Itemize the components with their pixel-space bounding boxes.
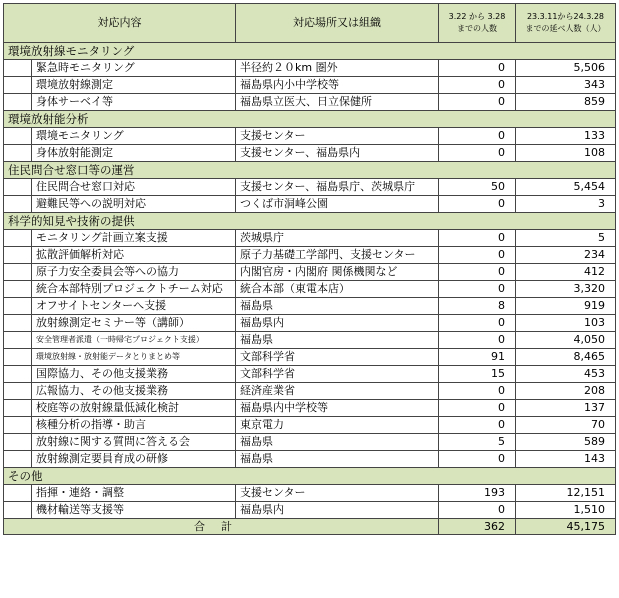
place-cell: 統合本部（東電本店） [236, 281, 439, 298]
place-cell: 福島県 [236, 434, 439, 451]
indent-cell [4, 417, 32, 434]
indent-cell [4, 502, 32, 519]
indent-cell [4, 485, 32, 502]
week-count-cell: 0 [439, 451, 516, 468]
category-title: 環境放射線モニタリング [4, 43, 616, 60]
week-count-cell: 0 [439, 332, 516, 349]
category-title: その他 [4, 468, 616, 485]
place-cell: 福島県 [236, 298, 439, 315]
content-cell: 放射線測定要員育成の研修 [32, 451, 236, 468]
place-cell: 原子力基礎工学部門、支援センター [236, 247, 439, 264]
total-count-cell: 5 [516, 230, 616, 247]
header-period2-line1: 23.3.11から24.3.28 [526, 12, 605, 21]
total-count-cell: 234 [516, 247, 616, 264]
indent-cell [4, 60, 32, 77]
total-count-cell: 1,510 [516, 502, 616, 519]
indent-cell [4, 366, 32, 383]
content-cell: 広報協力、その他支援業務 [32, 383, 236, 400]
total-count-cell: 343 [516, 77, 616, 94]
week-count-cell: 0 [439, 94, 516, 111]
total-count-cell: 859 [516, 94, 616, 111]
table-row [4, 315, 616, 332]
indent-cell [4, 434, 32, 451]
table-row [4, 366, 616, 383]
place-cell: 半径約２０km 圏外 [236, 60, 439, 77]
total-count-cell: 5,506 [516, 60, 616, 77]
total-count-cell: 137 [516, 400, 616, 417]
content-cell: 国際協力、その他支援業務 [32, 366, 236, 383]
week-count-cell: 15 [439, 366, 516, 383]
week-count-cell: 0 [439, 60, 516, 77]
place-cell: 支援センター [236, 128, 439, 145]
total-count-cell: 12,151 [516, 485, 616, 502]
week-count-cell: 0 [439, 128, 516, 145]
total-count-cell: 589 [516, 434, 616, 451]
indent-cell [4, 145, 32, 162]
indent-cell [4, 179, 32, 196]
total-count-cell: 3 [516, 196, 616, 213]
indent-cell [4, 77, 32, 94]
content-cell: 指揮・連絡・調整 [32, 485, 236, 502]
total-cumulative: 45,175 [516, 519, 616, 535]
place-cell: 文部科学省 [236, 349, 439, 366]
place-cell: 内閣官房・内閣府 関係機関など [236, 264, 439, 281]
table-row [4, 264, 616, 281]
total-count-cell: 919 [516, 298, 616, 315]
week-count-cell: 0 [439, 264, 516, 281]
content-cell: 放射線測定セミナー等（講師） [32, 315, 236, 332]
header-period1-line2: までの人数 [457, 24, 497, 33]
content-cell: 避難民等への説明対応 [32, 196, 236, 213]
week-count-cell: 0 [439, 230, 516, 247]
place-cell: 経済産業省 [236, 383, 439, 400]
header-place: 対応場所又は組織 [236, 4, 439, 43]
total-count-cell: 8,465 [516, 349, 616, 366]
content-cell: 環境放射線・放射能データとりまとめ等 [32, 349, 236, 366]
total-count-cell: 103 [516, 315, 616, 332]
total-count-cell: 453 [516, 366, 616, 383]
place-cell: 福島県内小中学校等 [236, 77, 439, 94]
content-cell: 機材輸送等支援等 [32, 502, 236, 519]
content-cell: 安全管理者派遣（一時帰宅プロジェクト支援） [32, 332, 236, 349]
total-count-cell: 3,320 [516, 281, 616, 298]
content-cell: 環境放射線測定 [32, 77, 236, 94]
category-row [4, 111, 616, 128]
place-cell: 福島県内 [236, 315, 439, 332]
header-content: 対応内容 [4, 4, 236, 43]
indent-cell [4, 332, 32, 349]
table-row [4, 145, 616, 162]
indent-cell [4, 349, 32, 366]
indent-cell [4, 298, 32, 315]
category-row [4, 43, 616, 60]
indent-cell [4, 94, 32, 111]
indent-cell [4, 315, 32, 332]
table-row [4, 383, 616, 400]
place-cell: 福島県内中学校等 [236, 400, 439, 417]
week-count-cell: 5 [439, 434, 516, 451]
content-cell: 環境モニタリング [32, 128, 236, 145]
place-cell: 福島県 [236, 332, 439, 349]
total-count-cell: 133 [516, 128, 616, 145]
header-period1 [439, 4, 516, 43]
content-cell: 原子力安全委員会等への協力 [32, 264, 236, 281]
week-count-cell: 0 [439, 77, 516, 94]
total-count-cell: 4,050 [516, 332, 616, 349]
place-cell: 支援センター、福島県庁、茨城県庁 [236, 179, 439, 196]
table-row [4, 128, 616, 145]
table-row [4, 434, 616, 451]
table-row [4, 417, 616, 434]
total-label: 合計 [4, 519, 439, 535]
place-cell: 福島県内 [236, 502, 439, 519]
indent-cell [4, 451, 32, 468]
table-row [4, 94, 616, 111]
total-count-cell: 108 [516, 145, 616, 162]
category-row [4, 213, 616, 230]
content-cell: 校庭等の放射線量低減化検討 [32, 400, 236, 417]
indent-cell [4, 281, 32, 298]
total-count-cell: 412 [516, 264, 616, 281]
total-count-cell: 70 [516, 417, 616, 434]
place-cell: つくば市洞峰公園 [236, 196, 439, 213]
indent-cell [4, 128, 32, 145]
table-row [4, 179, 616, 196]
place-cell: 東京電力 [236, 417, 439, 434]
total-count-cell: 5,454 [516, 179, 616, 196]
table-row [4, 332, 616, 349]
indent-cell [4, 247, 32, 264]
header-row [4, 4, 616, 43]
table-row [4, 451, 616, 468]
content-cell: 拡散評価解析対応 [32, 247, 236, 264]
header-period2 [516, 4, 616, 43]
place-cell: 支援センター、福島県内 [236, 145, 439, 162]
week-count-cell: 0 [439, 247, 516, 264]
week-count-cell: 0 [439, 417, 516, 434]
category-row [4, 162, 616, 179]
content-cell: 住民問合せ窓口対応 [32, 179, 236, 196]
table-row [4, 349, 616, 366]
week-count-cell: 0 [439, 145, 516, 162]
place-cell: 茨城県庁 [236, 230, 439, 247]
table-row [4, 400, 616, 417]
category-title: 住民問合せ窓口等の運営 [4, 162, 616, 179]
week-count-cell: 193 [439, 485, 516, 502]
content-cell: 緊急時モニタリング [32, 60, 236, 77]
week-count-cell: 0 [439, 196, 516, 213]
table-row [4, 485, 616, 502]
week-count-cell: 0 [439, 281, 516, 298]
week-count-cell: 91 [439, 349, 516, 366]
table-row [4, 298, 616, 315]
total-week: 362 [439, 519, 516, 535]
table-row [4, 196, 616, 213]
table-row [4, 502, 616, 519]
category-title: 環境放射能分析 [4, 111, 616, 128]
table-row [4, 77, 616, 94]
table-row [4, 60, 616, 77]
indent-cell [4, 400, 32, 417]
content-cell: 核種分析の指導・助言 [32, 417, 236, 434]
indent-cell [4, 264, 32, 281]
content-cell: 放射線に関する質問に答える会 [32, 434, 236, 451]
table-row [4, 281, 616, 298]
indent-cell [4, 230, 32, 247]
week-count-cell: 8 [439, 298, 516, 315]
place-cell: 支援センター [236, 485, 439, 502]
indent-cell [4, 383, 32, 400]
place-cell: 福島県 [236, 451, 439, 468]
header-period2-line2: までの延べ人数（人） [525, 24, 606, 33]
category-title: 科学的知見や技術の提供 [4, 213, 616, 230]
content-cell: オフサイトセンターへ支援 [32, 298, 236, 315]
week-count-cell: 50 [439, 179, 516, 196]
staff-dispatch-table [3, 3, 616, 535]
total-count-cell: 208 [516, 383, 616, 400]
header-period1-line1: 3.22 から 3.28 [448, 12, 506, 21]
week-count-cell: 0 [439, 315, 516, 332]
week-count-cell: 0 [439, 383, 516, 400]
total-row [4, 519, 616, 535]
table-row [4, 247, 616, 264]
total-count-cell: 143 [516, 451, 616, 468]
week-count-cell: 0 [439, 400, 516, 417]
category-row [4, 468, 616, 485]
week-count-cell: 0 [439, 502, 516, 519]
indent-cell [4, 196, 32, 213]
place-cell: 福島県立医大、日立保健所 [236, 94, 439, 111]
content-cell: モニタリング計画立案支援 [32, 230, 236, 247]
content-cell: 統合本部特別プロジェクトチーム対応 [32, 281, 236, 298]
content-cell: 身体サーベイ等 [32, 94, 236, 111]
place-cell: 文部科学省 [236, 366, 439, 383]
content-cell: 身体放射能測定 [32, 145, 236, 162]
table-row [4, 230, 616, 247]
